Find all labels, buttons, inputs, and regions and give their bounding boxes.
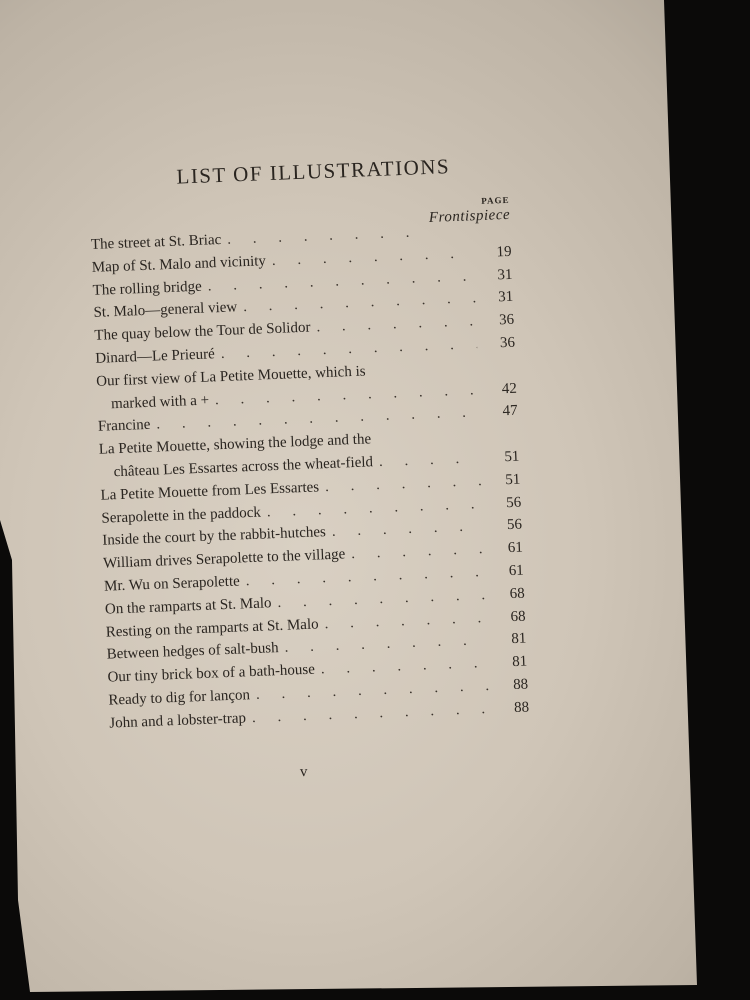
illustration-title: John and a lobster-trap bbox=[109, 710, 247, 732]
illustration-title: Between hedges of salt-bush bbox=[106, 640, 279, 663]
illustration-title: La Petite Mouette from Les Essartes bbox=[100, 479, 320, 504]
page-number-ref: 68 bbox=[510, 608, 526, 625]
page-number-ref: 51 bbox=[504, 448, 520, 466]
illustration-title: St. Malo—general view bbox=[93, 299, 238, 322]
page-number-ref: 36 bbox=[498, 311, 515, 329]
page-number-ref: 31 bbox=[497, 289, 514, 306]
page-number-ref: 68 bbox=[509, 585, 525, 602]
page-number-ref: 81 bbox=[511, 653, 528, 671]
illustration-title: Resting on the ramparts at St. Malo bbox=[105, 616, 319, 641]
illustration-title: The quay below the Tour de Solidor bbox=[94, 319, 311, 345]
list-of-illustrations bbox=[88, 152, 529, 735]
page-number: v bbox=[299, 763, 308, 781]
page-number-ref: 51 bbox=[504, 471, 521, 488]
page-number-ref: 88 bbox=[513, 699, 530, 716]
illustration-title: Serapolette in the paddock bbox=[101, 504, 262, 527]
page-number-ref: 88 bbox=[512, 676, 529, 693]
illustration-title: The street at St. Briac bbox=[90, 231, 222, 253]
illustration-title: Map of St. Malo and vicinity bbox=[91, 253, 267, 276]
page-column-label: PAGE bbox=[481, 194, 510, 206]
illustration-title: Our tiny brick box of a bath-house bbox=[107, 661, 316, 686]
spacer bbox=[431, 233, 511, 236]
page-number-ref: 19 bbox=[496, 243, 512, 261]
page-number-ref: 56 bbox=[506, 516, 523, 534]
illustration-title: Dinard—Le Prieuré bbox=[95, 346, 216, 367]
illustration-title: The rolling bridge bbox=[92, 278, 203, 299]
page-number-ref: 81 bbox=[511, 630, 527, 648]
illustration-title: Our first view of La Petite Mouette, which is bbox=[95, 363, 366, 390]
page-number-ref: 56 bbox=[505, 494, 522, 511]
page-number-ref: 61 bbox=[508, 562, 525, 580]
frontispiece-label: Frontispiece bbox=[428, 206, 511, 226]
illustration-title: Mr. Wu on Serapolette bbox=[103, 573, 241, 595]
illustration-title: Ready to dig for lançon bbox=[108, 687, 251, 709]
illustration-title: Inside the court by the rabbit-hutches bbox=[102, 524, 327, 550]
page-number-ref: 31 bbox=[497, 266, 513, 283]
illustration-title: La Petite Mouette, showing the lodge and the bbox=[98, 431, 372, 458]
page-number-ref: 61 bbox=[507, 539, 524, 557]
illustration-title: marked with a + bbox=[110, 392, 210, 412]
page-title: LIST OF ILLUSTRATIONS bbox=[176, 154, 451, 189]
illustration-title: William drives Serapolette to the village bbox=[102, 546, 346, 572]
illustration-title: château Les Essartes across the wheat-field bbox=[113, 454, 374, 481]
page-number-ref: 42 bbox=[501, 380, 518, 397]
illustration-list bbox=[91, 218, 530, 735]
illustration-title: On the ramparts at St. Malo bbox=[104, 595, 272, 618]
illustration-title: Francine bbox=[97, 417, 151, 436]
page-number-ref: 47 bbox=[502, 403, 518, 420]
page-number-ref: 36 bbox=[499, 334, 516, 352]
